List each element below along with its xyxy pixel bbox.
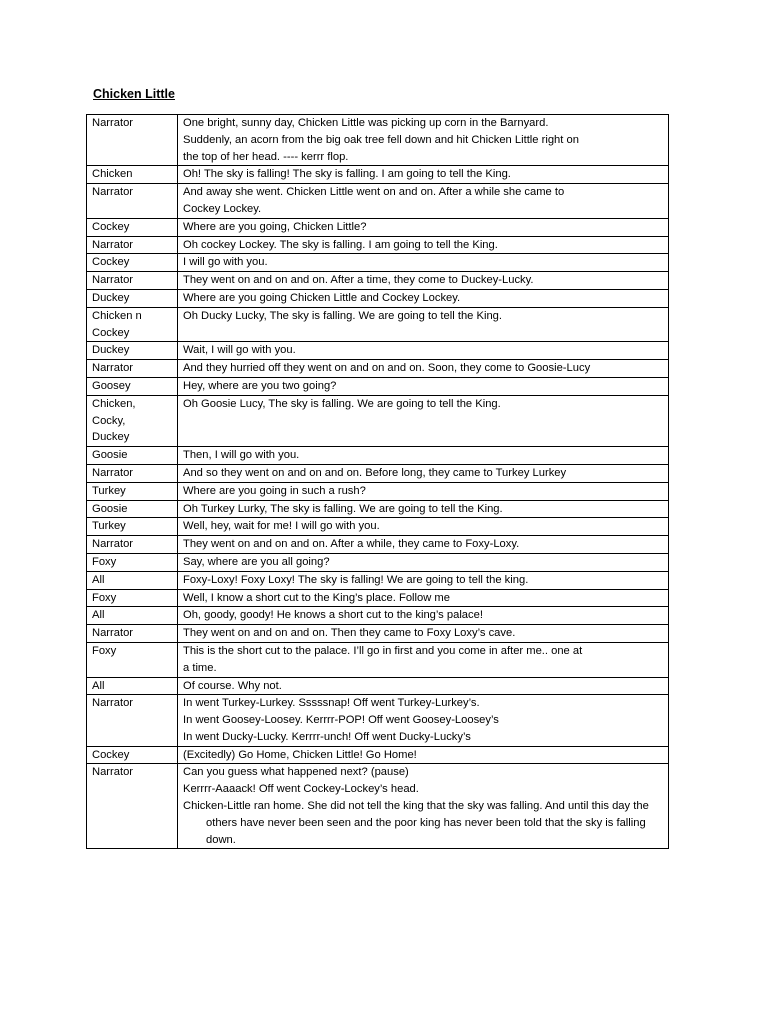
dialogue-cell — [178, 553, 669, 571]
dialogue-text: Can you guess what happened next? (pause) Kerrrr-Aaaack! Off went Cockey-Lockey’s head. — [183, 766, 419, 796]
speaker-name: Turkey — [92, 520, 126, 533]
table-row — [87, 571, 669, 589]
dialogue-text: This is the short cut to the palace. I’ll go in first and you come in after me.. one at a time. — [183, 644, 583, 674]
speaker-cell — [87, 764, 178, 849]
speaker-name: Goosey — [92, 379, 131, 392]
speaker-name: Narrator — [92, 117, 134, 129]
dialogue-cell — [178, 166, 669, 184]
speaker-cell — [87, 395, 178, 446]
dialogue-text: Oh cockey Lockey. The sky is falling. I am going to tell the King. — [183, 238, 498, 251]
speaker-cell — [87, 360, 178, 378]
table-row — [87, 115, 669, 166]
speaker-name: Goosie — [92, 449, 128, 462]
dialogue-cell — [178, 464, 669, 482]
speaker-name: Chicken n Cockey — [92, 309, 142, 339]
table-row — [87, 307, 669, 342]
speaker-name: All — [92, 609, 105, 622]
speaker-cell — [87, 536, 178, 554]
script-body — [87, 115, 669, 849]
speaker-cell — [87, 482, 178, 500]
speaker-cell — [87, 377, 178, 395]
table-row — [87, 464, 669, 482]
dialogue-cell — [178, 642, 669, 677]
speaker-name: Chicken — [92, 168, 133, 181]
table-row — [87, 184, 669, 219]
dialogue-text: Oh Goosie Lucy, The sky is falling. We are going to tell the King. — [183, 397, 501, 410]
speaker-cell — [87, 500, 178, 518]
dialogue-cell — [178, 482, 669, 500]
speaker-name: Foxy — [92, 555, 117, 568]
dialogue-cell — [178, 184, 669, 219]
dialogue-text: I will go with you. — [183, 256, 268, 269]
speaker-cell — [87, 218, 178, 236]
script-table — [86, 114, 669, 849]
speaker-cell — [87, 571, 178, 589]
table-row — [87, 236, 669, 254]
table-row — [87, 677, 669, 695]
table-row — [87, 395, 669, 446]
speaker-cell — [87, 518, 178, 536]
dialogue-cell — [178, 360, 669, 378]
table-row — [87, 746, 669, 764]
dialogue-cell — [178, 589, 669, 607]
dialogue-cell — [178, 218, 669, 236]
dialogue-text: In went Turkey-Lurkey. Sssssnap! Off went Turkey-Lurkey’s. In went Goosey-Loosey. Kerrrr-POP! Off went Goosey-Loosey’s In went Ducky-Lucky. Kerrrr-unch! Off went Ducky-Lucky’s — [183, 697, 499, 743]
table-row — [87, 518, 669, 536]
speaker-cell — [87, 589, 178, 607]
table-row — [87, 360, 669, 378]
page-title: Chicken Little — [93, 87, 175, 101]
table-row — [87, 764, 669, 849]
dialogue-cell — [178, 236, 669, 254]
speaker-cell — [87, 625, 178, 643]
dialogue-text: Well, I know a short cut to the King’s place. Follow me — [183, 591, 450, 604]
table-row — [87, 695, 669, 746]
speaker-name: Cockey — [92, 256, 130, 269]
dialogue-text: Oh! The sky is falling! The sky is falling. I am going to tell the King. — [183, 168, 511, 181]
dialogue-cell — [178, 571, 669, 589]
speaker-cell — [87, 115, 178, 166]
speaker-name: Chicken, Cocky, Duckey — [92, 397, 136, 444]
dialogue-text: Well, hey, wait for me! I will go with you. — [183, 520, 380, 533]
dialogue-text: Where are you going Chicken Little and Cockey Lockey. — [183, 291, 461, 304]
speaker-cell — [87, 746, 178, 764]
dialogue-cell — [178, 272, 669, 290]
speaker-name: Duckey — [92, 344, 130, 357]
speaker-cell — [87, 642, 178, 677]
speaker-cell — [87, 272, 178, 290]
table-row — [87, 482, 669, 500]
dialogue-cell — [178, 746, 669, 764]
dialogue-text: Foxy-Loxy! Foxy Loxy! The sky is falling! We are going to tell the king. — [183, 573, 529, 586]
table-row — [87, 254, 669, 272]
dialogue-text: Of course. Why not. — [183, 679, 282, 692]
speaker-cell — [87, 607, 178, 625]
speaker-name: Narrator — [92, 766, 134, 779]
speaker-cell — [87, 236, 178, 254]
dialogue-cell — [178, 695, 669, 746]
dialogue-text: Where are you going in such a rush? — [183, 484, 366, 497]
dialogue-cell — [178, 607, 669, 625]
speaker-name: Narrator — [92, 538, 134, 551]
speaker-cell — [87, 342, 178, 360]
speaker-name: Narrator — [92, 362, 134, 375]
speaker-cell — [87, 184, 178, 219]
dialogue-text: Oh, goody, goody! He knows a short cut to the king’s palace! — [183, 609, 483, 622]
dialogue-text: Say, where are you all going? — [183, 555, 330, 568]
speaker-cell — [87, 464, 178, 482]
dialogue-paragraph: Chicken-Little ran home. She did not tell the king that the sky was falling. And until this day the others have never been seen and the poor king has never been told that the sky is falling down. — [183, 800, 649, 846]
speaker-name: Cockey — [92, 748, 130, 761]
dialogue-cell — [178, 677, 669, 695]
dialogue-cell — [178, 447, 669, 465]
speaker-name: Foxy — [92, 644, 117, 657]
speaker-cell — [87, 695, 178, 746]
speaker-cell — [87, 307, 178, 342]
dialogue-cell — [178, 289, 669, 307]
table-row — [87, 166, 669, 184]
dialogue-text: And they hurried off they went on and on and on. Soon, they come to Goosie-Lucy — [183, 362, 591, 375]
table-row — [87, 607, 669, 625]
dialogue-cell — [178, 500, 669, 518]
dialogue-cell — [178, 518, 669, 536]
table-row — [87, 536, 669, 554]
dialogue-text: Hey, where are you two going? — [183, 379, 337, 392]
speaker-cell — [87, 254, 178, 272]
speaker-name: Cockey — [92, 220, 130, 233]
table-row — [87, 625, 669, 643]
speaker-name: Goosie — [92, 502, 128, 515]
dialogue-cell — [178, 342, 669, 360]
speaker-name: Narrator — [92, 186, 134, 199]
table-row — [87, 272, 669, 290]
dialogue-text: They went on and on and on. After a while, they came to Foxy-Loxy. — [183, 538, 520, 551]
table-row — [87, 377, 669, 395]
dialogue-text: One bright, sunny day, Chicken Little was picking up corn in the Barnyard. Suddenly, an acorn from the big oak tree fell down and hit Chicken Little right on the top of her head. ---- kerrr flop. — [183, 117, 579, 163]
table-row — [87, 447, 669, 465]
speaker-cell — [87, 447, 178, 465]
dialogue-text: Wait, I will go with you. — [183, 344, 296, 357]
table-row — [87, 500, 669, 518]
dialogue-cell — [178, 625, 669, 643]
dialogue-cell — [178, 307, 669, 342]
speaker-name: Narrator — [92, 697, 134, 710]
dialogue-cell — [178, 377, 669, 395]
table-row — [87, 289, 669, 307]
speaker-name: All — [92, 573, 105, 586]
speaker-name: Narrator — [92, 238, 134, 251]
dialogue-text: And so they went on and on and on. Before long, they came to Turkey Lurkey — [183, 466, 567, 479]
speaker-cell — [87, 166, 178, 184]
table-row — [87, 642, 669, 677]
table-row — [87, 342, 669, 360]
speaker-cell — [87, 553, 178, 571]
dialogue-cell — [178, 395, 669, 446]
dialogue-cell — [178, 536, 669, 554]
speaker-name: All — [92, 679, 105, 692]
speaker-name: Narrator — [92, 627, 134, 640]
dialogue-text: And away she went. Chicken Little went on and on. After a while she came to Cockey Lockey. — [183, 186, 565, 215]
dialogue-cell — [178, 115, 669, 166]
speaker-cell — [87, 289, 178, 307]
speaker-name: Foxy — [92, 591, 117, 604]
dialogue-cell — [178, 764, 669, 849]
dialogue-text: They went on and on and on. After a time, they come to Duckey-Lucky. — [183, 274, 534, 287]
speaker-cell — [87, 677, 178, 695]
speaker-name: Turkey — [92, 484, 126, 497]
dialogue-text: Then, I will go with you. — [183, 449, 300, 462]
speaker-name: Duckey — [92, 291, 130, 304]
speaker-name: Narrator — [92, 466, 134, 479]
table-row — [87, 218, 669, 236]
table-row — [87, 589, 669, 607]
dialogue-text: Oh Ducky Lucky, The sky is falling. We are going to tell the King. — [183, 309, 502, 322]
dialogue-text: Oh Turkey Lurky, The sky is falling. We are going to tell the King. — [183, 502, 503, 515]
dialogue-text: Where are you going, Chicken Little? — [183, 220, 367, 233]
dialogue-text: They went on and on and on. Then they came to Foxy Loxy’s cave. — [183, 627, 516, 640]
dialogue-text: (Excitedly) Go Home, Chicken Little! Go Home! — [183, 748, 417, 761]
dialogue-cell — [178, 254, 669, 272]
table-row — [87, 553, 669, 571]
speaker-name: Narrator — [92, 274, 134, 287]
